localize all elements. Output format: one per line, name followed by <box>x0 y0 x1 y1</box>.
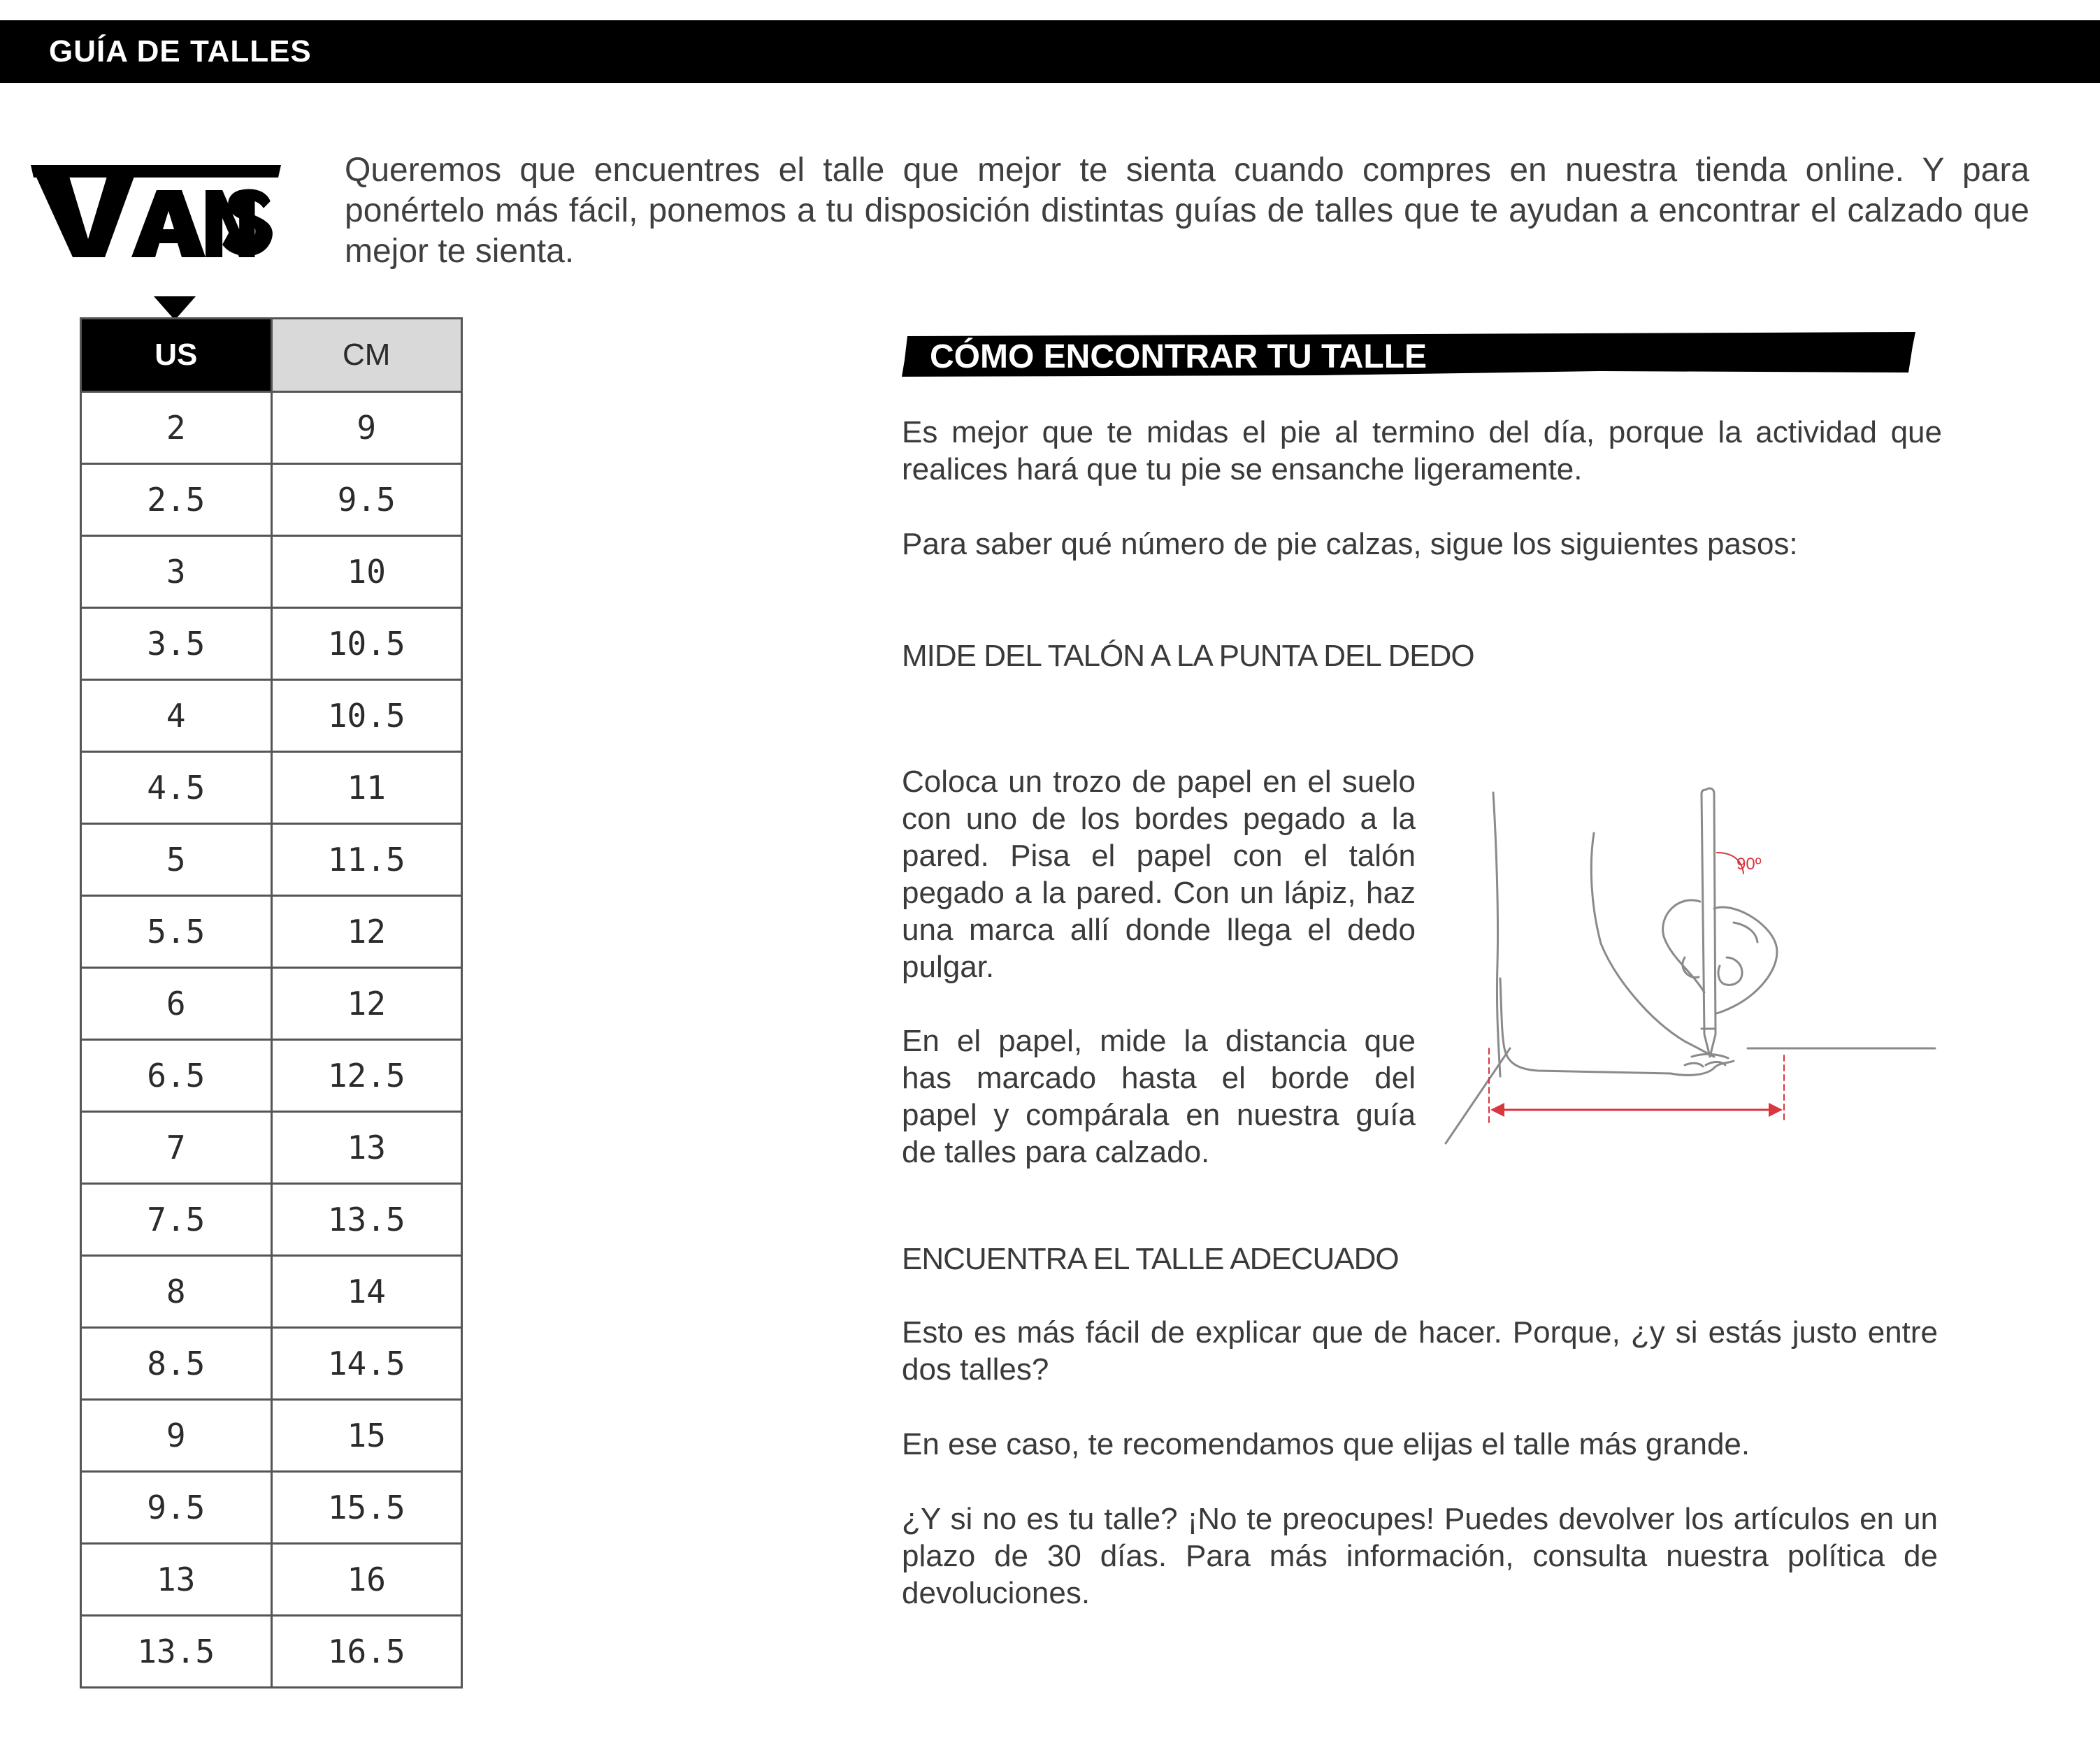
heading-measure: MIDE DEL TALÓN A LA PUNTA DEL DEDO <box>902 639 1474 673</box>
cm-size-cell: 14 <box>271 1256 462 1328</box>
table-row <box>81 1400 462 1472</box>
howto-title-bar <box>902 332 1919 378</box>
us-size-cell: 5 <box>81 824 272 896</box>
table-row <box>81 1328 462 1400</box>
table-row <box>81 1040 462 1112</box>
heading-find-size: ENCUENTRA EL TALLE ADECUADO <box>902 1242 1399 1276</box>
us-size-cell: 8 <box>81 1256 272 1328</box>
cm-size-cell: 13 <box>271 1112 462 1184</box>
us-size-cell: 2 <box>81 392 272 464</box>
table-row <box>81 1472 462 1544</box>
us-size-cell: 4.5 <box>81 752 272 824</box>
cm-size-cell: 14.5 <box>271 1328 462 1400</box>
us-size-cell: 6.5 <box>81 1040 272 1112</box>
cm-size-cell: 15.5 <box>271 1472 462 1544</box>
cm-size-cell: 15 <box>271 1400 462 1472</box>
cm-size-cell: 11.5 <box>271 824 462 896</box>
cm-size-cell: 10.5 <box>271 608 462 680</box>
header-cm: CM <box>271 319 462 392</box>
cm-size-cell: 12 <box>271 968 462 1040</box>
table-row <box>81 608 462 680</box>
us-size-cell: 13.5 <box>81 1616 272 1688</box>
us-size-cell: 3 <box>81 536 272 608</box>
us-size-cell: 9 <box>81 1400 272 1472</box>
top-banner <box>0 20 2100 83</box>
us-size-cell: 9.5 <box>81 1472 272 1544</box>
cm-size-cell: 16.5 <box>271 1616 462 1688</box>
cm-size-cell: 9.5 <box>271 464 462 536</box>
table-row <box>81 536 462 608</box>
table-row <box>81 1184 462 1256</box>
measure-instructions: Coloca un trozo de papel en el suelo con uno de los bordes pegado a la pared. Pisa el papel con el talón pegado a la pared. Con un lápiz, haz una marca allí donde llega el dedo pulgar. <box>902 765 1416 984</box>
table-row <box>81 896 462 968</box>
cm-size-cell: 10.5 <box>271 680 462 752</box>
cm-size-cell: 11 <box>271 752 462 824</box>
table-row <box>81 1256 462 1328</box>
table-row <box>81 824 462 896</box>
table-row <box>81 752 462 824</box>
find-size-paragraph-2: En ese caso, te recomendamos que elijas el talle más grande. <box>902 1427 1750 1461</box>
us-size-cell: 4 <box>81 680 272 752</box>
cm-size-cell: 9 <box>271 392 462 464</box>
howto-title: CÓMO ENCONTRAR TU TALLE <box>930 338 1427 375</box>
intro-paragraph: Queremos que encuentres el talle que mejor te sienta cuando compres en nuestra tienda online. Y para ponértelo más fácil, ponemos a tu disposición distintas guías de talles que te ayudan a encontrar el calzado que mejor te sienta. <box>345 152 2029 270</box>
returns-paragraph: ¿Y si no es tu talle? ¡No te preocupes! Puedes devolver los artículos en un plazo de 30 días. Para más información, consulta nuestra política de devoluciones. <box>902 1502 1938 1610</box>
howto-paragraph-1: Es mejor que te midas el pie al termino del día, porque la actividad que realices hará que tu pie se ensanche ligeramente. <box>902 415 1942 486</box>
cm-size-cell: 12.5 <box>271 1040 462 1112</box>
table-row <box>81 1112 462 1184</box>
table-row <box>81 392 462 464</box>
header-us: US <box>81 319 272 392</box>
banner-title: GUÍA DE TALLES <box>49 34 312 68</box>
us-size-cell: 6 <box>81 968 272 1040</box>
us-size-cell: 13 <box>81 1544 272 1616</box>
us-size-cell: 7.5 <box>81 1184 272 1256</box>
size-table-header-row <box>81 319 462 392</box>
us-size-cell: 7 <box>81 1112 272 1184</box>
selected-column-marker-icon <box>154 296 196 320</box>
us-size-cell: 8.5 <box>81 1328 272 1400</box>
table-row <box>81 680 462 752</box>
foot-measurement-illustration <box>1440 783 1943 1146</box>
cm-size-cell: 12 <box>271 896 462 968</box>
us-size-cell: 2.5 <box>81 464 272 536</box>
us-size-cell: 3.5 <box>81 608 272 680</box>
table-row <box>81 968 462 1040</box>
cm-size-cell: 13.5 <box>271 1184 462 1256</box>
cm-size-cell: 10 <box>271 536 462 608</box>
cm-size-cell: 16 <box>271 1544 462 1616</box>
measure-compare: En el papel, mide la distancia que has marcado hasta el borde del papel y compárala en nuestra guía de talles para calzado. <box>902 1024 1416 1169</box>
table-row <box>81 464 462 536</box>
vans-logo <box>27 162 285 260</box>
howto-paragraph-2: Para saber qué número de pie calzas, sigue los siguientes pasos: <box>902 527 1798 561</box>
table-row <box>81 1544 462 1616</box>
table-row <box>81 1616 462 1688</box>
find-size-paragraph-1: Esto es más fácil de explicar que de hacer. Porque, ¿y si estás justo entre dos talles? <box>902 1315 1938 1387</box>
angle-label: 90º <box>1736 855 1762 874</box>
size-table <box>80 317 463 1688</box>
us-size-cell: 5.5 <box>81 896 272 968</box>
